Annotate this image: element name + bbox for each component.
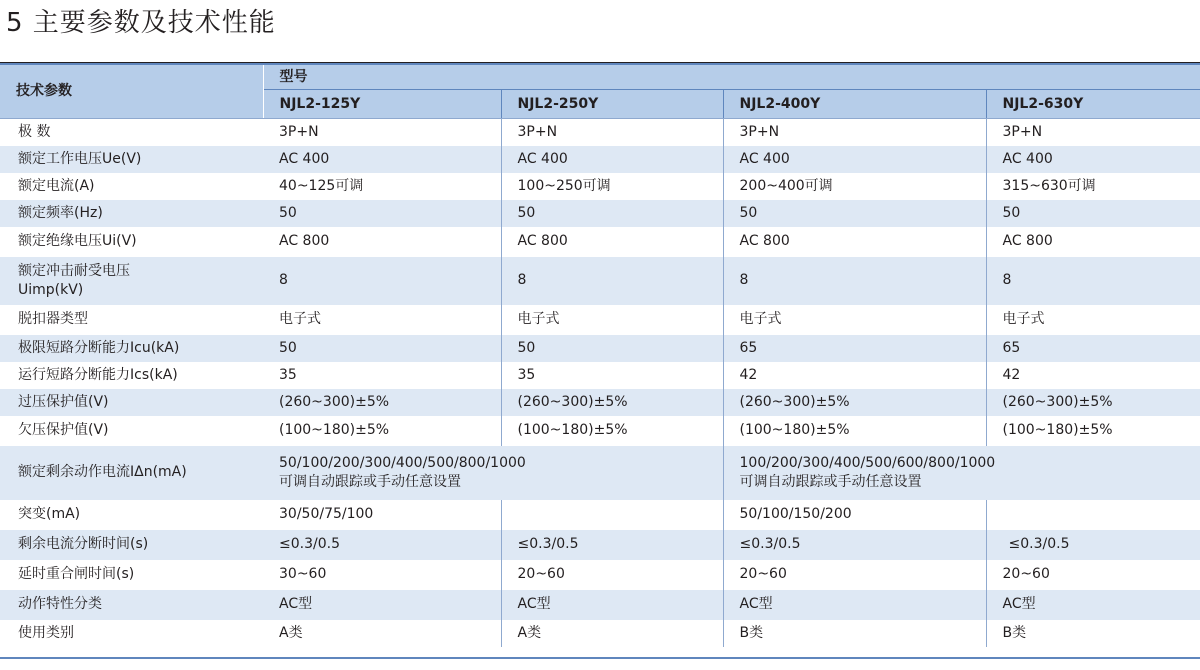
cell: 电子式 xyxy=(723,305,986,335)
cell: 20~60 xyxy=(986,560,1200,590)
cell: 20~60 xyxy=(501,560,723,590)
table-row xyxy=(0,530,1200,560)
model-header: NJL2-630Y xyxy=(986,90,1200,119)
cell: AC 400 xyxy=(501,146,723,173)
table-row xyxy=(0,500,1200,530)
cell: 42 xyxy=(723,362,986,389)
cell: 3P+N xyxy=(263,119,501,146)
cell: 50 xyxy=(986,200,1200,227)
cell: 50 xyxy=(263,335,501,362)
cell: 50/100/150/200 xyxy=(723,500,986,530)
model-header: NJL2-250Y xyxy=(501,90,723,119)
cell: 电子式 xyxy=(501,305,723,335)
table-row xyxy=(0,446,1200,500)
spec-column-header: 技术参数 xyxy=(0,65,263,119)
cell: (100~180)±5% xyxy=(986,416,1200,446)
table-row xyxy=(0,305,1200,335)
cell: 315~630可调 xyxy=(986,173,1200,200)
cell: ≤0.3/0.5 xyxy=(723,530,986,560)
cell: 8 xyxy=(263,257,501,305)
cell: (100~180)±5% xyxy=(501,416,723,446)
cell-line: 50/100/200/300/400/500/800/1000 xyxy=(279,454,526,471)
table-row xyxy=(0,227,1200,257)
cell: (260~300)±5% xyxy=(723,389,986,416)
cell: (260~300)±5% xyxy=(986,389,1200,416)
row-label: 额定电流(A) xyxy=(0,173,263,200)
row-label: 额定绝缘电压Ui(V) xyxy=(0,227,263,257)
row-label: 使用类别 xyxy=(0,620,263,647)
row-label: 极限短路分断能力Icu(kA) xyxy=(0,335,263,362)
table-row xyxy=(0,200,1200,227)
cell-line: 可调自动跟踪或手动任意设置 xyxy=(739,473,922,490)
cell: 50 xyxy=(263,200,501,227)
row-label: 动作特性分类 xyxy=(0,590,263,620)
table-row xyxy=(0,620,1200,647)
merged-cell xyxy=(723,446,1200,500)
cell: (260~300)±5% xyxy=(501,389,723,416)
cell: 20~60 xyxy=(723,560,986,590)
cell: 42 xyxy=(986,362,1200,389)
cell: (260~300)±5% xyxy=(263,389,501,416)
cell: 30~60 xyxy=(263,560,501,590)
table-row xyxy=(0,590,1200,620)
cell: 100~250可调 xyxy=(501,173,723,200)
cell-line: 100/200/300/400/500/600/800/1000 xyxy=(739,454,996,471)
model-header: NJL2-125Y xyxy=(263,90,501,119)
cell: B类 xyxy=(723,620,986,647)
cell: ≤0.3/0.5 xyxy=(263,530,501,560)
row-label: 运行短路分断能力Ics(kA) xyxy=(0,362,263,389)
cell: B类 xyxy=(986,620,1200,647)
cell: ≤0.3/0.5 xyxy=(501,530,723,560)
cell: AC型 xyxy=(986,590,1200,620)
model-group-header: 型号 xyxy=(263,65,1200,90)
cell: AC 800 xyxy=(986,227,1200,257)
merged-cell xyxy=(263,446,723,500)
cell: 50 xyxy=(501,200,723,227)
spec-table xyxy=(0,65,1200,647)
table-row xyxy=(0,560,1200,590)
cell: 200~400可调 xyxy=(723,173,986,200)
cell: AC 800 xyxy=(263,227,501,257)
row-label xyxy=(0,257,263,305)
row-label: 额定频率(Hz) xyxy=(0,200,263,227)
cell: (100~180)±5% xyxy=(723,416,986,446)
cell: 8 xyxy=(501,257,723,305)
cell: AC 800 xyxy=(723,227,986,257)
cell: 3P+N xyxy=(723,119,986,146)
cell: 35 xyxy=(501,362,723,389)
cell: AC 400 xyxy=(723,146,986,173)
cell: AC型 xyxy=(501,590,723,620)
cell: 8 xyxy=(723,257,986,305)
cell xyxy=(501,500,723,530)
row-label: 欠压保护值(V) xyxy=(0,416,263,446)
cell: AC型 xyxy=(723,590,986,620)
table-row xyxy=(0,119,1200,146)
row-label: 额定剩余动作电流IΔn(mA) xyxy=(0,446,263,500)
table-row xyxy=(0,173,1200,200)
model-header: NJL2-400Y xyxy=(723,90,986,119)
cell-line: 可调自动跟踪或手动任意设置 xyxy=(279,473,461,490)
cell: 50 xyxy=(501,335,723,362)
table-row xyxy=(0,335,1200,362)
row-label: 额定工作电压Ue(V) xyxy=(0,146,263,173)
cell: 电子式 xyxy=(263,305,501,335)
cell: 30/50/75/100 xyxy=(263,500,501,530)
table-row xyxy=(0,389,1200,416)
cell: 3P+N xyxy=(501,119,723,146)
cell: 3P+N xyxy=(986,119,1200,146)
cell: AC型 xyxy=(263,590,501,620)
page-title: 5 主要参数及技术性能 xyxy=(6,8,276,38)
row-label: 剩余电流分断时间(s) xyxy=(0,530,263,560)
cell: A类 xyxy=(501,620,723,647)
cell: 65 xyxy=(986,335,1200,362)
cell: 65 xyxy=(723,335,986,362)
cell: 50 xyxy=(723,200,986,227)
cell: AC 800 xyxy=(501,227,723,257)
row-label: 极 数 xyxy=(0,119,263,146)
cell: ≤0.3/0.5 xyxy=(986,530,1200,560)
cell: (100~180)±5% xyxy=(263,416,501,446)
row-label: 过压保护值(V) xyxy=(0,389,263,416)
cell: 8 xyxy=(986,257,1200,305)
cell: 35 xyxy=(263,362,501,389)
table-row xyxy=(0,146,1200,173)
cell: AC 400 xyxy=(263,146,501,173)
cell: A类 xyxy=(263,620,501,647)
cell xyxy=(986,500,1200,530)
table-bottom-border xyxy=(0,657,1200,659)
table-row xyxy=(0,257,1200,305)
row-label: 延时重合闸时间(s) xyxy=(0,560,263,590)
row-label-line: Uimp(kV) xyxy=(18,281,84,298)
row-label-line: 额定冲击耐受电压 xyxy=(18,262,130,279)
cell: AC 400 xyxy=(986,146,1200,173)
table-row xyxy=(0,362,1200,389)
cell: 电子式 xyxy=(986,305,1200,335)
cell: 40~125可调 xyxy=(263,173,501,200)
table-row xyxy=(0,416,1200,446)
row-label: 脱扣器类型 xyxy=(0,305,263,335)
row-label: 突变(mA) xyxy=(0,500,263,530)
